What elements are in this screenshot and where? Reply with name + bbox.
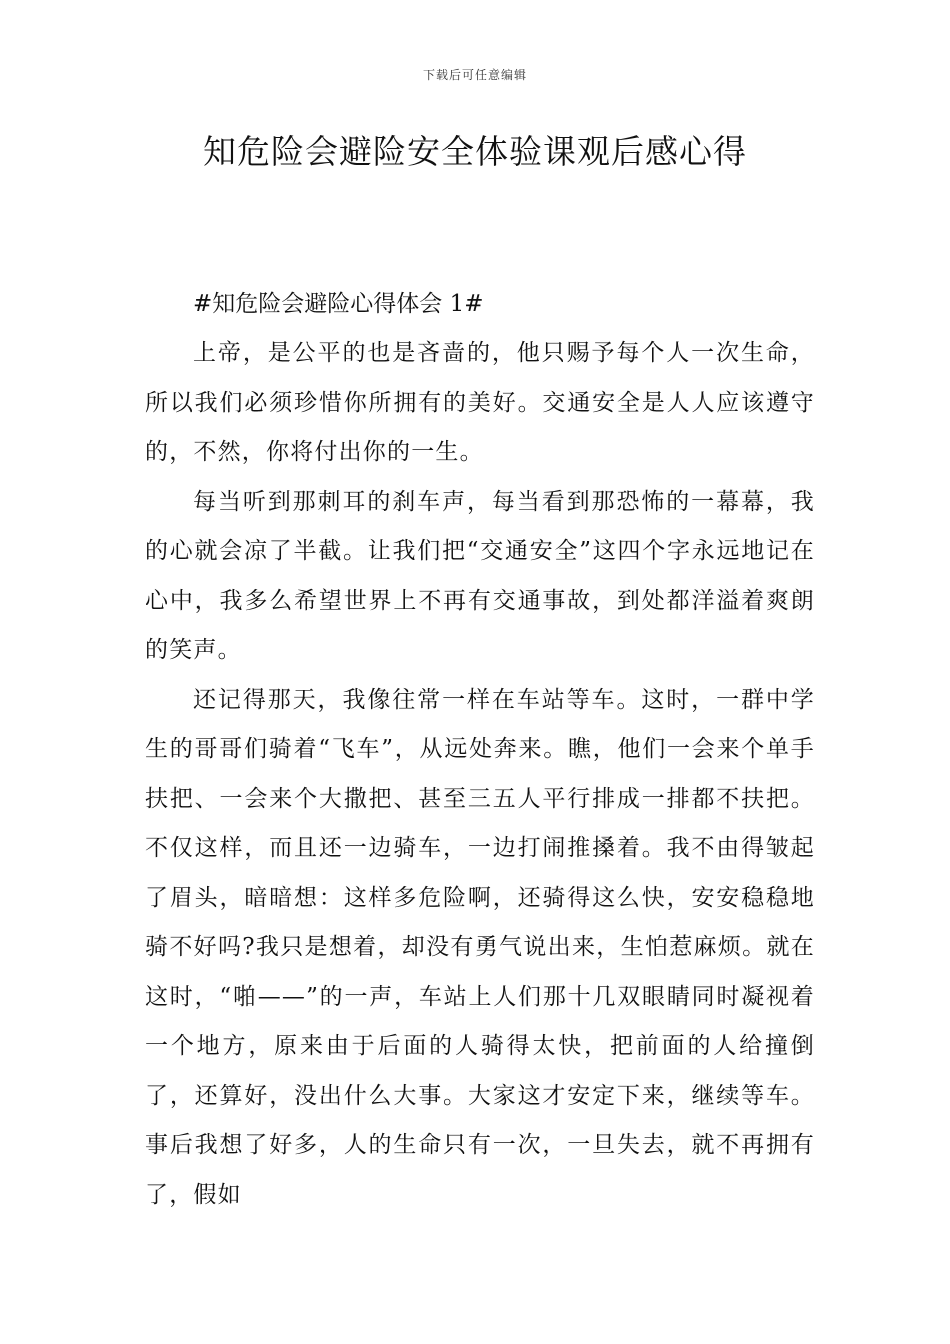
section-heading: #知危险会避险心得体会 1# — [193, 291, 484, 317]
paragraph-2: 每当听到那刺耳的刹车声，每当看到那恐怖的一幕幕，我的心就会凉了半截。让我们把“交通安全”这四个字永远地记在心中，我多么希望世界上不再有交通事故，到处都洋溢着爽朗的笑声。 — [145, 488, 815, 663]
document-body — [145, 280, 815, 1220]
document-title: 知危险会避险安全体验课观后感心得 — [203, 132, 747, 171]
header-note: 下载后可任意编辑 — [422, 68, 527, 82]
paragraph-1: 上帝，是公平的也是吝啬的，他只赐予每个人一次生命，所以我们必须珍惜你所拥有的美好。交通安全是人人应该遵守的，不然，你将付出你的一生。 — [145, 340, 815, 465]
paragraph-3: 还记得那天，我像往常一样在车站等车。这时，一群中学生的哥哥们骑着“飞车”，从远处奔来。瞧，他们一会来个单手扶把、一会来个大撒把、甚至三五人平行排成一排都不扶把。不仅这样，而且还一边骑车，一边打闹推搡着。我不由得皱起了眉头，暗暗想：这样多危险啊，还骑得这么快，安安稳稳地骑不好吗?我只是想着，却没有勇气说出来，生怕惹麻烦。就在这时，“啪——”的一声，车站上人们那十几双眼睛同时凝视着一个地方，原来由于后面的人骑得太快，把前面的人给撞倒了，还算好，没出什么大事。大家这才安定下来，继续等车。事后我想了好多，人的生命只有一次，一旦失去，就不再拥有了，假如 — [145, 686, 815, 1208]
